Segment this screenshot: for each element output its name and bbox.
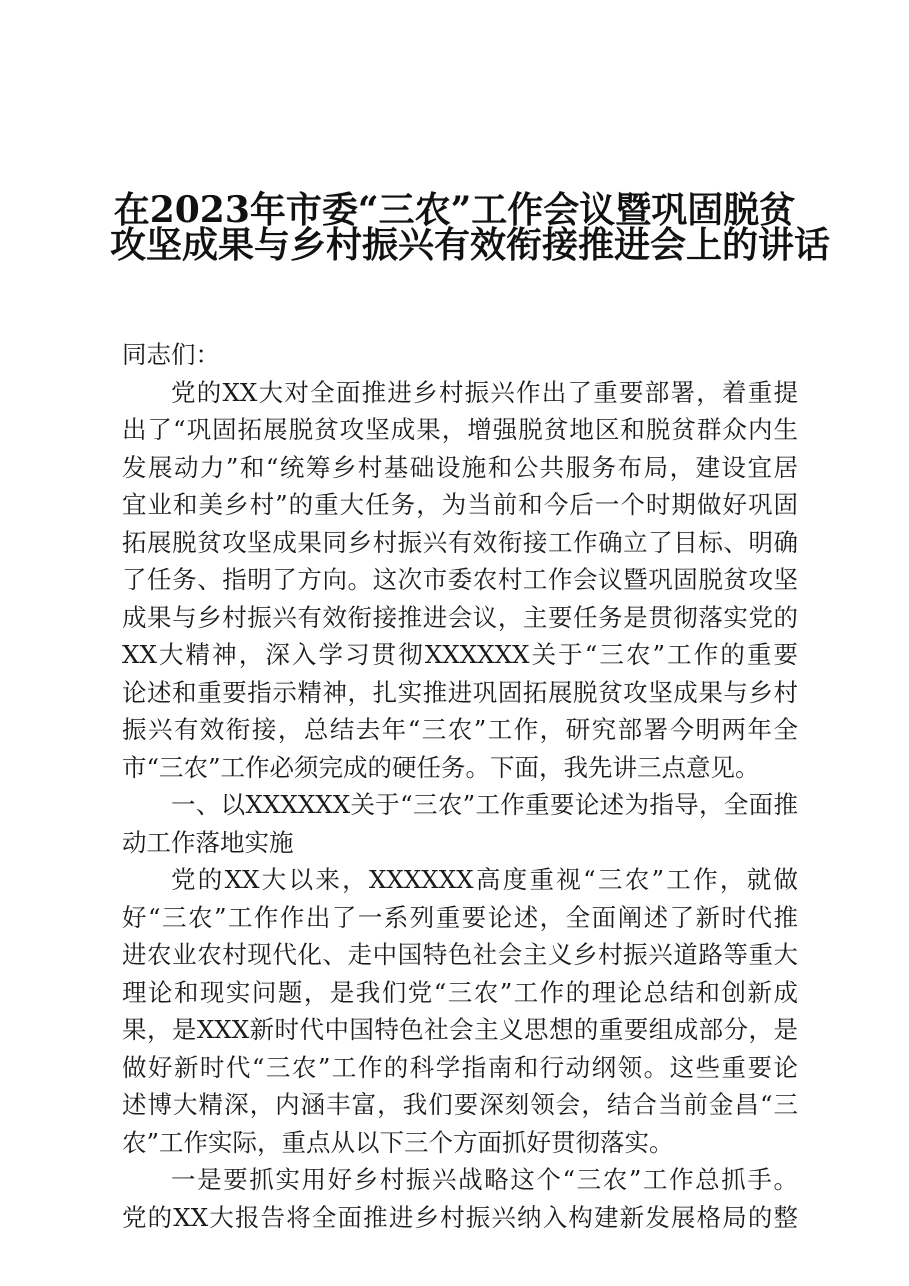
salutation: 同志们：	[122, 340, 220, 369]
body-line: 拓展脱贫攻坚成果同乡村振兴有效衔接工作确立了目标、明确	[122, 527, 798, 557]
body-line: 述博大精深，内涵丰富，我们要深刻领会，结合当前金昌“三	[122, 1090, 798, 1119]
body-line: 党的XX大对全面推进乡村振兴作出了重要部署，着重提	[171, 377, 798, 407]
body-line: 振兴有效衔接，总结去年“三农”工作，研究部署今明两年全	[122, 715, 798, 744]
body-line: 了任务、指明了方向。这次市委农村工作会议暨巩固脱贫攻坚	[122, 565, 798, 594]
body-line: 市“三农”工作必须完成的硬任务。下面，我先讲三点意见。	[122, 752, 760, 782]
body-line: 党的XX大以来，XXXXXX高度重视“三农”工作，就做	[171, 865, 798, 894]
document-title-line-2: 攻坚成果与乡村振兴有效衔接推进会上的讲话	[110, 224, 831, 266]
body-line: 果，是XXX新时代中国特色社会主义思想的重要组成部分，是	[122, 1015, 798, 1044]
body-line: 党的XX大报告将全面推进乡村振兴纳入构建新发展格局的整	[122, 1202, 798, 1232]
body-line: 农”工作实际，重点从以下三个方面抓好贯彻落实。	[122, 1127, 674, 1157]
body-line: 理论和现实问题，是我们党“三农”工作的理论总结和创新成	[122, 977, 798, 1007]
section-heading-line: 动工作落地实施	[122, 827, 294, 857]
document-body	[122, 336, 798, 1236]
body-line: 发展动力”和“统筹乡村基础设施和公共服务布局，建设宜居	[122, 452, 798, 482]
body-line: 论述和重要指示精神，扎实推进巩固拓展脱贫攻坚成果与乡村	[122, 677, 798, 707]
body-line: 好“三农”工作作出了一系列重要论述，全面阐述了新时代推	[122, 902, 798, 932]
body-line: 进农业农村现代化、走中国特色社会主义乡村振兴道路等重大	[122, 940, 798, 969]
body-line: 出了“巩固拓展脱贫攻坚成果，增强脱贫地区和脱贫群众内生	[122, 415, 798, 444]
body-line: 宜业和美乡村”的重大任务，为当前和今后一个时期做好巩固	[122, 490, 798, 519]
document-title-line-1: 在2023年市委“三农”工作会议暨巩固脱贫	[113, 189, 796, 231]
body-line: 成果与乡村振兴有效衔接推进会议，主要任务是贯彻落实党的	[122, 602, 798, 632]
body-line: XX大精神，深入学习贯彻XXXXXX关于“三农”工作的重要	[122, 640, 798, 669]
body-line: 一是要抓实用好乡村振兴战略这个“三农”工作总抓手。	[171, 1165, 798, 1194]
section-heading-line: 一、以XXXXXX关于“三农”工作重要论述为指导，全面推	[171, 790, 798, 819]
body-line: 做好新时代“三农”工作的科学指南和行动纲领。这些重要论	[122, 1052, 798, 1082]
